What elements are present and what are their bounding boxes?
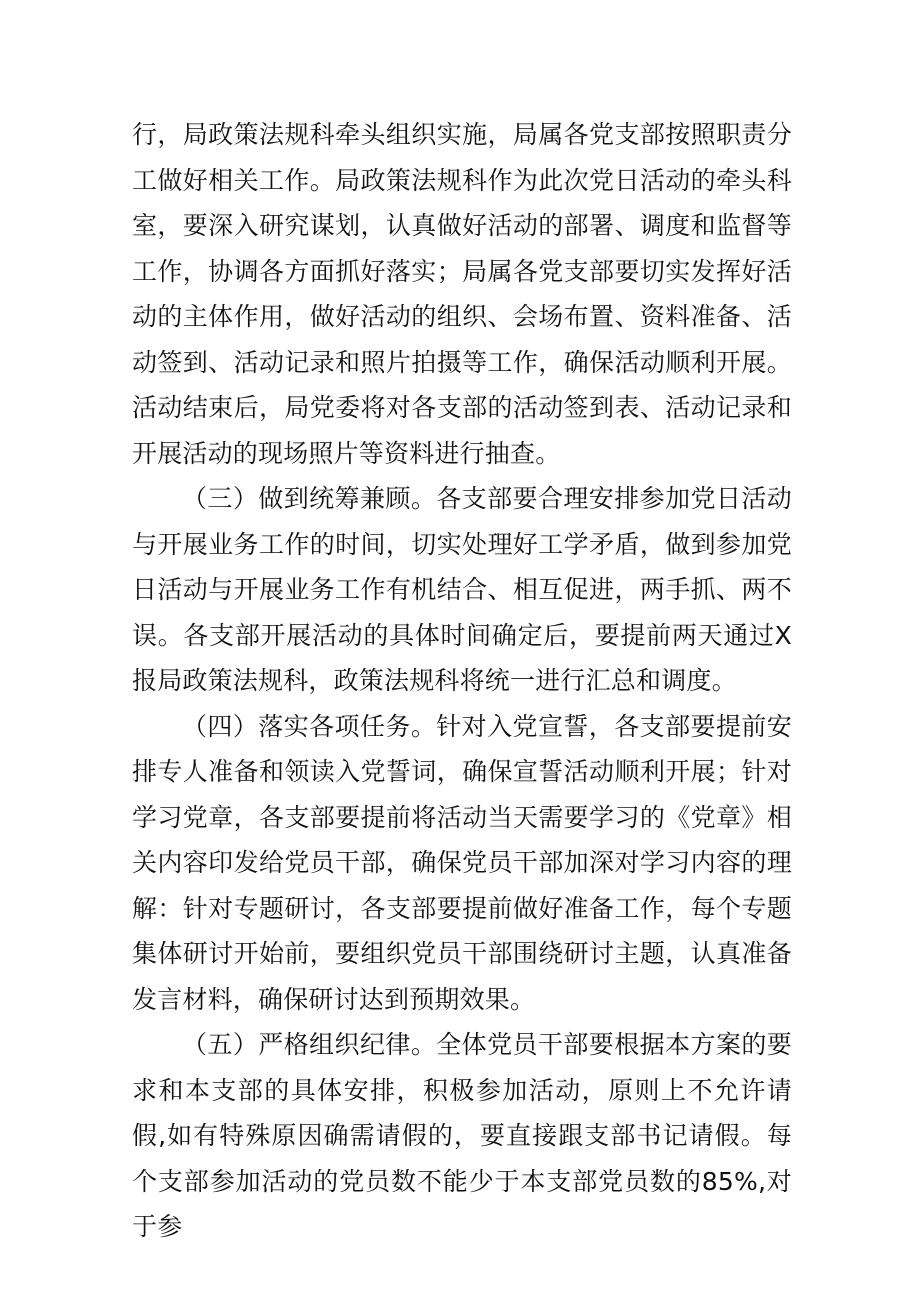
- paragraph-discipline: （五）严格组织纪律。全体党员干部要根据本方案的要求和本支部的具体安排，积极参加活动，原则上不允许请假,如有特殊原因确需请假的，要直接跟支部书记请假。每个支部参加活动的党员数不能少于本支部党员数的85%,对于参: [132, 1030, 792, 1241]
- paragraph-continuation: 行，局政策法规科牵头组织实施，局属各党支部按照职责分工做好相关工作。局政策法规科作为此次党日活动的牵头科室，要深入研究谋划，认真做好活动的部署、调度和监督等工作，协调各方面抓好落实；局属各党支部要切实发挥好活动的主体作用，做好活动的组织、会场布置、资料准备、活动签到、活动记录和照片拍摄等工作，确保活动顺利开展。活动结束后，局党委将对各支部的活动签到表、活动记录和开展活动的现场照片等资料进行抽查。: [132, 120, 792, 468]
- document-body: [132, 112, 792, 1250]
- paragraph-coordination: （三）做到统筹兼顾。各支部要合理安排参加党日活动与开展业务工作的时间，切实处理好工学矛盾，做到参加党日活动与开展业务工作有机结合、相互促进，两手抓、两不误。各支部开展活动的具体时间确定后，要提前两天通过X报局政策法规科，政策法规科将统一进行汇总和调度。: [132, 484, 792, 695]
- paragraph-tasks: （四）落实各项任务。针对入党宣誓，各支部要提前安排专人准备和领读入党誓词，确保宣誓活动顺利开展；针对学习党章，各支部要提前将活动当天需要学习的《党章》相关内容印发给党员干部，确保党员干部加深对学习内容的理解：针对专题研讨，各支部要提前做好准备工作，每个专题集体研讨开始前，要组织党员干部围绕研讨主题，认真准备发言材料，确保研讨达到预期效果。: [132, 711, 792, 1014]
